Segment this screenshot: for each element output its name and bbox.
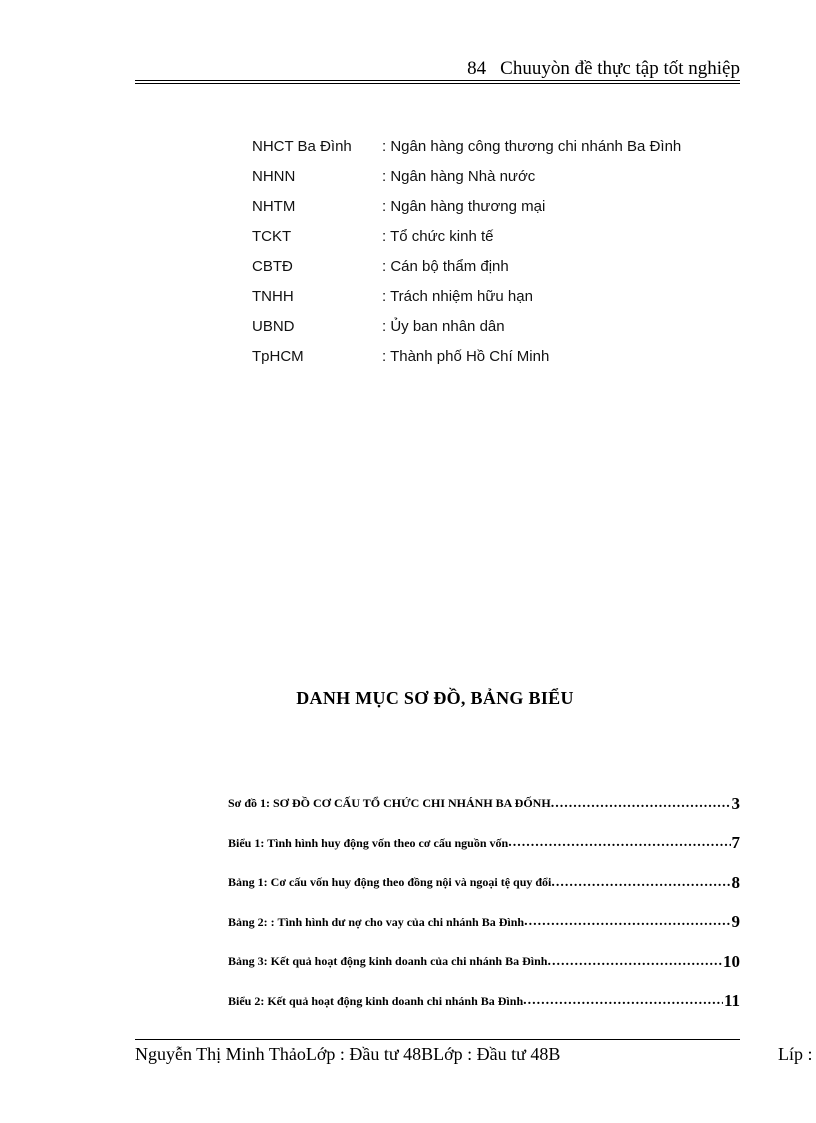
toc-leader-dots	[547, 954, 722, 970]
abbreviation-code: CBTĐ	[252, 257, 293, 275]
abbreviation-definition: : Tổ chức kinh tế	[382, 227, 494, 245]
header-rule	[135, 80, 740, 81]
abbreviation-definition: : Thành phố Hồ Chí Minh	[382, 347, 550, 365]
toc-entry-page: 10	[723, 951, 740, 971]
abbreviation-code: TNHH	[252, 287, 294, 305]
abbreviation-definition: : Ngân hàng công thương chi nhánh Ba Đình	[382, 137, 682, 155]
footer-author-line: Nguyễn Thị Minh ThảoLớp : Đầu tư 48BLớp : Đầu tư 48B	[135, 1044, 561, 1064]
toc-entry[interactable]	[228, 982, 740, 1022]
toc-leader-dots	[523, 993, 723, 1009]
abbreviation-code: NHNN	[252, 167, 296, 185]
toc-entry-label: Sơ đồ 1: SƠ ĐỒ CƠ CẤU TỔ CHỨC CHI NHÁNH BA ĐỐNH	[228, 796, 551, 811]
abbreviation-definition: : Ngân hàng thương mại	[382, 197, 546, 215]
toc-entry-page: 11	[723, 991, 740, 1011]
abbreviation-row	[252, 341, 752, 371]
abbreviation-code: UBND	[252, 317, 295, 335]
toc-entry-label: Biểu 1: Tình hình huy động vốn theo cơ cấu nguồn vốn	[228, 835, 509, 850]
toc-leader-dots	[551, 796, 731, 812]
toc-entry-page: 3	[731, 793, 740, 813]
abbreviation-list	[252, 131, 752, 371]
toc-entry-label: Bảng 3: Kết quả hoạt động kinh doanh của chi nhánh Ba Đình	[228, 954, 548, 969]
abbreviation-code: NHTM	[252, 197, 296, 215]
abbreviation-row	[252, 251, 752, 281]
toc-entry-label: Bảng 1: Cơ cấu vốn huy động theo đồng nội và ngoại tệ quy đổi	[228, 875, 552, 890]
toc-entry[interactable]	[228, 942, 740, 982]
abbreviation-code: TCKT	[252, 227, 292, 245]
footer-right-text: Líp :	[778, 1044, 813, 1064]
abbreviation-code: TpHCM	[252, 347, 304, 365]
abbreviation-row	[252, 311, 752, 341]
document-title: Chuuyòn đề thực tập tốt nghiệp	[500, 58, 740, 79]
header-rule-secondary	[135, 83, 740, 84]
toc-leader-dots	[524, 914, 730, 930]
section-title: DANH MỤC SƠ ĐỒ, BẢNG BIỂU	[296, 688, 574, 708]
table-of-figures	[228, 784, 740, 1021]
toc-leader-dots	[508, 835, 730, 851]
toc-entry[interactable]	[228, 903, 740, 943]
abbreviation-row	[252, 161, 752, 191]
toc-entry[interactable]	[228, 784, 740, 824]
abbreviation-definition: : Ủy ban nhân dân	[382, 317, 505, 335]
toc-entry-label: Biểu 2: Kết quả hoạt động kinh doanh chi nhánh Ba Đình	[228, 993, 524, 1008]
abbreviation-row	[252, 191, 752, 221]
toc-leader-dots	[551, 875, 730, 891]
abbreviation-definition: : Trách nhiệm hữu hạn	[382, 287, 533, 305]
page-number: 84	[467, 58, 487, 79]
abbreviation-definition: : Cán bộ thẩm định	[382, 257, 509, 275]
abbreviation-row	[252, 281, 752, 311]
toc-entry-page: 9	[731, 912, 740, 932]
toc-entry[interactable]	[228, 863, 740, 903]
abbreviation-definition: : Ngân hàng Nhà nước	[382, 167, 536, 185]
toc-entry-page: 7	[731, 833, 740, 853]
toc-entry-page: 8	[731, 872, 740, 892]
abbreviation-row	[252, 221, 752, 251]
toc-entry[interactable]	[228, 824, 740, 864]
abbreviation-row	[252, 131, 752, 161]
toc-entry-label: Bảng 2: : Tình hình dư nợ cho vay của chi nhánh Ba Đình	[228, 914, 525, 929]
footer-rule	[135, 1039, 740, 1040]
abbreviation-code: NHCT Ba Đình	[252, 137, 352, 155]
